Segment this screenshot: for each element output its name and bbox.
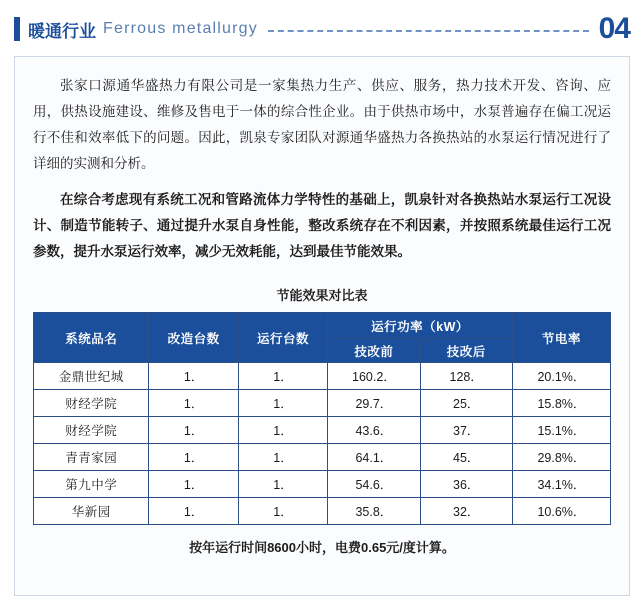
cell-system-name: 华新园 — [34, 498, 149, 525]
cell-before: 29.7． — [328, 390, 420, 417]
cell-running: 1． — [238, 390, 327, 417]
cell-after: 37． — [420, 417, 512, 444]
paragraph-solution: 在综合考虑现有系统工况和管路流体力学特性的基础上，凯泉针对各换热站水泵运行工况设计、制造节能转子、通过提升水泵自身性能，整改系统存在不利因素，并按照系统最佳运行工况参数，提升水泵运行效率，减少无效耗能，达到最佳节能效果。 — [33, 192, 611, 259]
table-row — [34, 471, 611, 498]
cell-before: 43.6． — [328, 417, 420, 444]
cell-saving: 15.8%． — [512, 390, 610, 417]
table-caption: 节能效果对比表 — [276, 288, 368, 303]
content-panel — [14, 56, 630, 596]
cell-system-name: 金鼎世纪城 — [34, 363, 149, 390]
cell-modified: 1． — [149, 471, 238, 498]
table-row — [34, 444, 611, 471]
table-header-power-group: 运行功率（kW） — [328, 313, 513, 339]
table-footnote: 按年运行时间8600小时，电费0.65元/度计算。 — [189, 540, 455, 555]
cell-system-name: 第九中学 — [34, 471, 149, 498]
table-header-after: 技改后 — [420, 339, 512, 363]
table-header-system-name: 系统品名 — [34, 313, 149, 363]
cell-modified: 1． — [149, 498, 238, 525]
header-dashed-rule — [268, 30, 589, 33]
table-header-saving-rate: 节电率 — [512, 313, 610, 363]
header-accent-bar — [14, 17, 20, 41]
cell-before: 35.8． — [328, 498, 420, 525]
cell-after: 128． — [420, 363, 512, 390]
table-row — [34, 498, 611, 525]
cell-running: 1． — [238, 444, 327, 471]
header-title-cn: 暖通行业 — [28, 21, 96, 41]
header-title-en: Ferrous metallurgy — [103, 20, 258, 37]
table-row — [34, 390, 611, 417]
cell-before: 64.1． — [328, 444, 420, 471]
cell-system-name: 财经学院 — [34, 390, 149, 417]
cell-saving: 10.6%． — [512, 498, 610, 525]
cell-after: 25． — [420, 390, 512, 417]
cell-saving: 20.1%． — [512, 363, 610, 390]
cell-running: 1． — [238, 363, 327, 390]
table-header-before: 技改前 — [328, 339, 420, 363]
cell-modified: 1． — [149, 444, 238, 471]
table-header-modified-count: 改造台数 — [149, 313, 238, 363]
cell-saving: 34.1%． — [512, 471, 610, 498]
section-header — [0, 0, 644, 46]
table-header-row-1 — [34, 313, 611, 339]
cell-system-name: 财经学院 — [34, 417, 149, 444]
cell-modified: 1． — [149, 363, 238, 390]
table-header-running-count: 运行台数 — [238, 313, 327, 363]
cell-after: 45． — [420, 444, 512, 471]
cell-running: 1． — [238, 498, 327, 525]
cell-modified: 1． — [149, 390, 238, 417]
table-row — [34, 417, 611, 444]
cell-before: 160.2． — [328, 363, 420, 390]
table-body — [34, 363, 611, 525]
cell-saving: 29.8%． — [512, 444, 610, 471]
cell-running: 1． — [238, 471, 327, 498]
energy-saving-comparison-table — [33, 312, 611, 525]
cell-before: 54.6． — [328, 471, 420, 498]
cell-after: 36． — [420, 471, 512, 498]
cell-modified: 1． — [149, 417, 238, 444]
cell-system-name: 青青家园 — [34, 444, 149, 471]
header-section-number: 04 — [598, 12, 630, 45]
cell-saving: 15.1%． — [512, 417, 610, 444]
table-row — [34, 363, 611, 390]
cell-running: 1． — [238, 417, 327, 444]
cell-after: 32． — [420, 498, 512, 525]
paragraph-intro: 张家口源通华盛热力有限公司是一家集热力生产、供应、服务，热力技术开发、咨询、应用，供热设施建设、维修及售电于一体的综合性企业。由于供热市场中，水泵普遍存在偏工况运行不佳和效率低下的问题。因此，凯泉专家团队对源通华盛热力各换热站的水泵运行情况进行了详细的实测和分析。 — [33, 78, 611, 171]
